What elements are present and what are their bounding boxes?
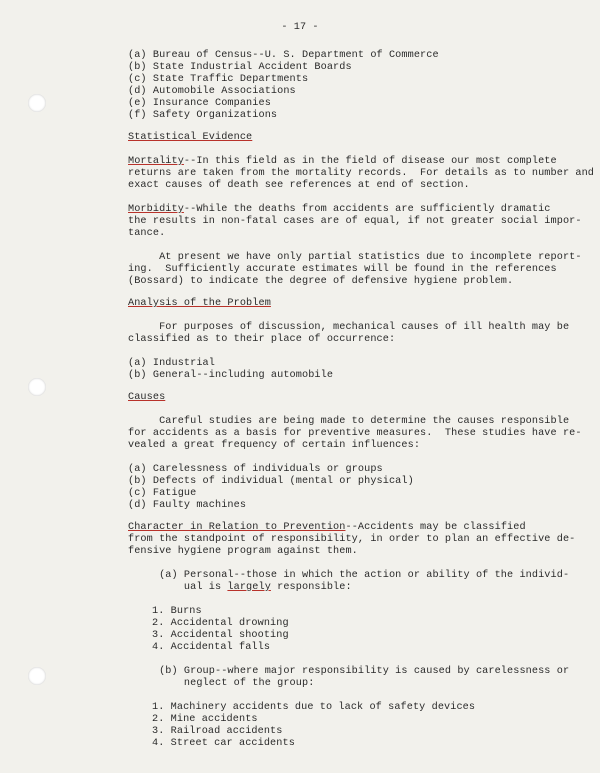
morbidity-label: Morbidity xyxy=(128,204,184,215)
paragraph-line: returns are taken from the mortality records. For details as to number and xyxy=(128,168,595,179)
paragraph-line: exact causes of death see references at end of section. xyxy=(128,180,470,191)
list-item: (a) Industrial xyxy=(128,358,215,369)
source-item: (d) Automobile Associations xyxy=(128,86,296,97)
paragraph-line: --Accidents may be classified xyxy=(345,522,526,533)
list-item: 4. Street car accidents xyxy=(152,738,295,749)
source-item: (a) Bureau of Census--U. S. Department of Commerce xyxy=(128,50,439,61)
paragraph-line: Careful studies are being made to determine the causes responsible xyxy=(128,416,570,427)
paragraph-line: from the standpoint of responsibility, in order to plan an effective de- xyxy=(128,534,576,545)
paragraph-line: the results in non-fatal cases are of equal, if not greater social impor- xyxy=(128,216,582,227)
paragraph-line: (b) Group--where major responsibility is caused by carelessness or xyxy=(128,666,570,677)
source-item: (e) Insurance Companies xyxy=(128,98,271,109)
paragraph-line: responsible: xyxy=(270,582,352,593)
list-item: 2. Mine accidents xyxy=(152,714,258,725)
list-item: 4. Accidental falls xyxy=(152,642,271,653)
list-item: (c) Fatigue xyxy=(128,488,197,499)
paragraph-line: vealed a great frequency of certain influences: xyxy=(128,440,421,451)
section-heading: Statistical Evidence xyxy=(128,132,253,143)
section-heading: Analysis of the Problem xyxy=(128,298,271,309)
source-item: (b) State Industrial Accident Boards xyxy=(128,62,352,73)
paragraph-line: ing. Sufficiently accurate estimates will be found in the references xyxy=(128,264,557,275)
punch-hole xyxy=(28,667,46,685)
list-item: 3. Accidental shooting xyxy=(152,630,289,641)
paragraph-line: For purposes of discussion, mechanical causes of ill health may be xyxy=(128,322,570,333)
paragraph-line: --While the deaths from accidents are sufficiently dramatic xyxy=(183,204,551,215)
section-heading: Causes xyxy=(128,392,166,403)
paragraph-line: ual is xyxy=(128,582,228,593)
page-number: - 17 - xyxy=(281,22,319,33)
paragraph-line: --In this field as in the field of disease our most complete xyxy=(183,156,557,167)
emphasis-largely: largely xyxy=(227,582,271,593)
paragraph-line: tance. xyxy=(128,228,166,239)
paragraph-line: (Bossard) to indicate the degree of defensive hygiene problem. xyxy=(128,276,514,287)
list-item: 2. Accidental drowning xyxy=(152,618,289,629)
list-item: 3. Railroad accidents xyxy=(152,726,283,737)
paragraph-line: fensive hygiene program against them. xyxy=(128,546,358,557)
list-item: 1. Burns xyxy=(152,606,202,617)
paragraph-line: for accidents as a basis for preventive measures. These studies have re- xyxy=(128,428,582,439)
source-item: (c) State Traffic Departments xyxy=(128,74,309,85)
list-item: (b) General--including automobile xyxy=(128,370,334,381)
list-item: (a) Carelessness of individuals or groups xyxy=(128,464,383,475)
punch-hole xyxy=(28,378,46,396)
mortality-label: Mortality xyxy=(128,156,184,167)
typed-text xyxy=(128,22,595,750)
paragraph-line: (a) Personal--those in which the action or ability of the individ- xyxy=(128,570,570,581)
paragraph-line: At present we have only partial statistics due to incomplete report- xyxy=(128,252,582,263)
list-item: 1. Machinery accidents due to lack of safety devices xyxy=(152,702,476,713)
section-heading: Character in Relation to Prevention xyxy=(128,522,346,533)
list-item: (b) Defects of individual (mental or physical) xyxy=(128,476,414,487)
punch-hole xyxy=(28,94,46,112)
paragraph-line: neglect of the group: xyxy=(128,678,315,689)
paragraph-line: classified as to their place of occurrence: xyxy=(128,334,396,345)
list-item: (d) Faulty machines xyxy=(128,500,247,511)
source-item: (f) Safety Organizations xyxy=(128,110,278,121)
